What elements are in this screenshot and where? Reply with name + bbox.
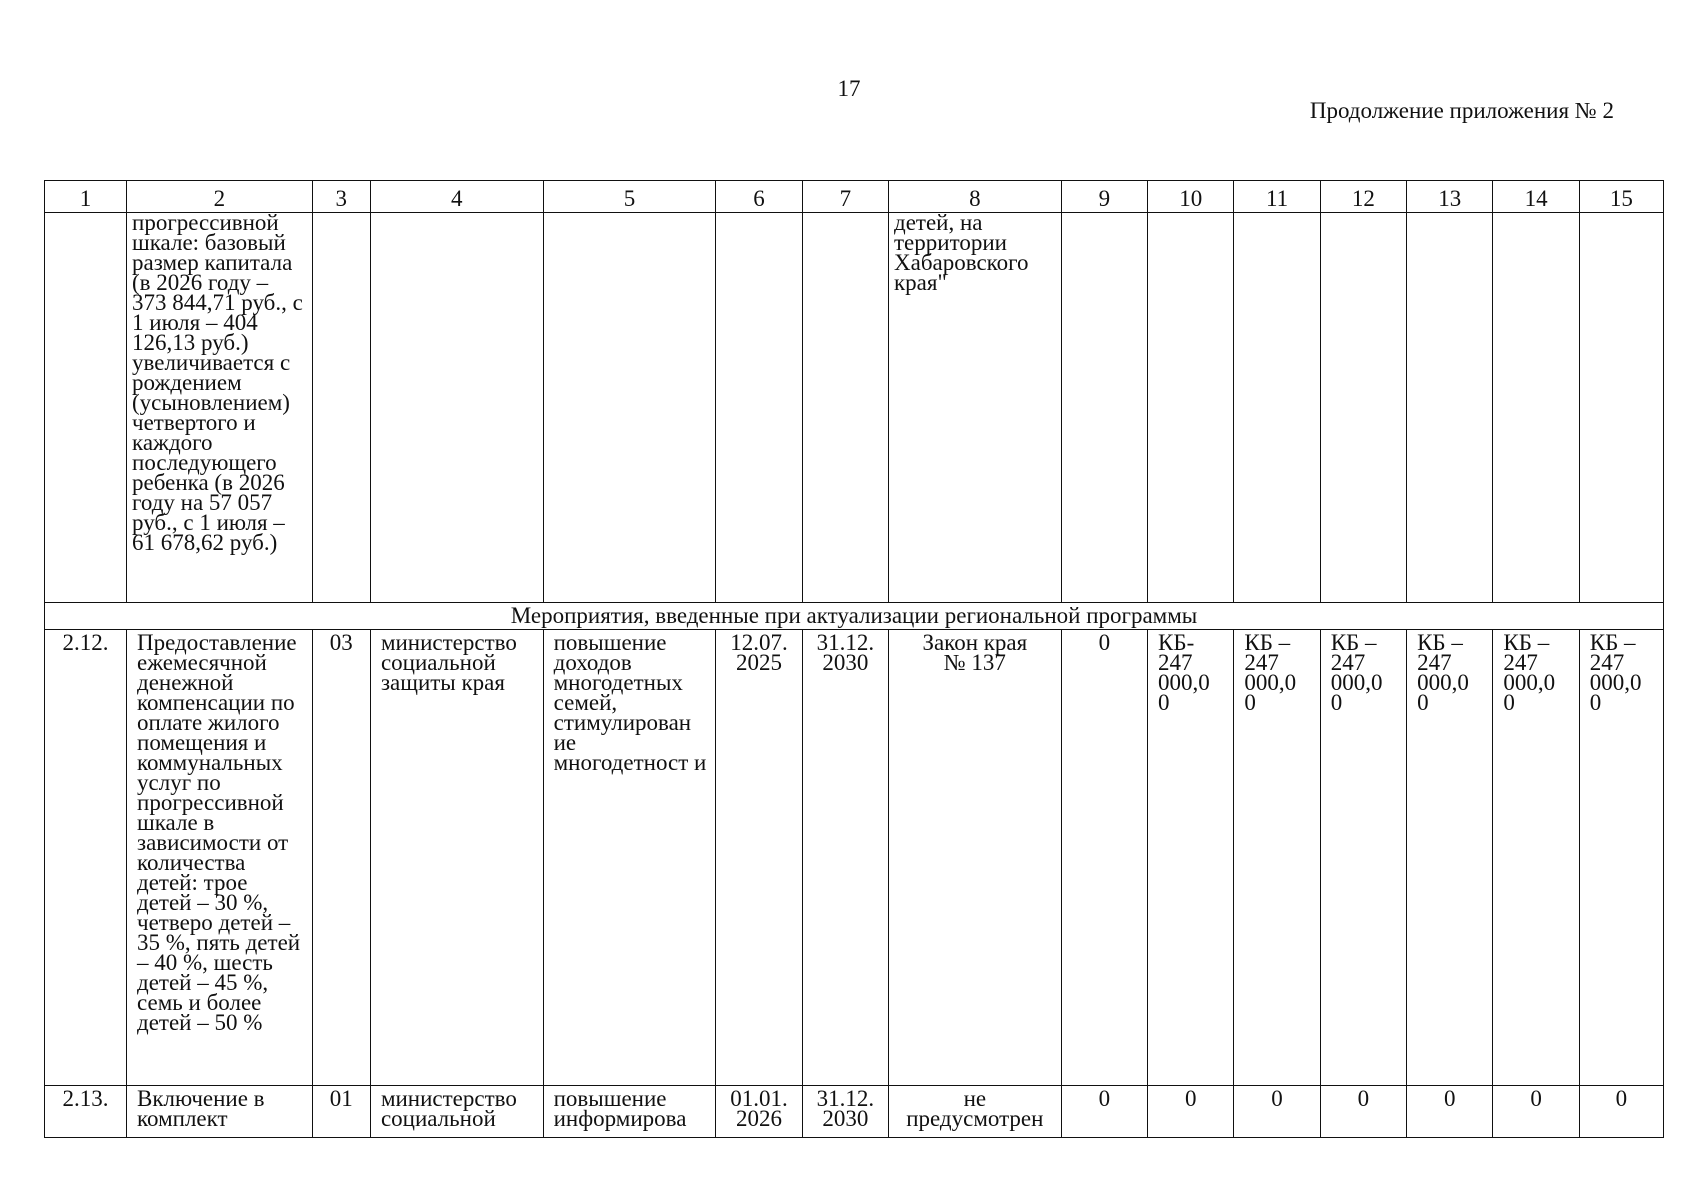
appendix-title: Продолжение приложения № 2 xyxy=(1309,98,1614,123)
column-header: 9 xyxy=(1061,181,1147,213)
column-header: 6 xyxy=(716,181,802,213)
column-header: 11 xyxy=(1234,181,1320,213)
value-cell: 0 xyxy=(1407,1086,1493,1138)
legal-basis: не предусмотрен xyxy=(889,1086,1062,1138)
column-header: 15 xyxy=(1579,181,1663,213)
value-cell: КБ – 247 000,0 0 xyxy=(1407,630,1493,1086)
column-header: 8 xyxy=(889,181,1062,213)
code: 03 xyxy=(312,630,370,1086)
table-cell xyxy=(370,213,543,603)
table-cell xyxy=(1493,213,1579,603)
column-header: 3 xyxy=(312,181,370,213)
table-cell xyxy=(716,213,802,603)
table-cell xyxy=(802,213,888,603)
table-cell xyxy=(45,213,127,603)
column-header: 5 xyxy=(543,181,716,213)
table-cell xyxy=(1407,213,1493,603)
value-cell: 0 xyxy=(1493,1086,1579,1138)
value-cell: 0 xyxy=(1320,1086,1406,1138)
section-title: Мероприятия, введенные при актуализации региональной программы xyxy=(45,603,1664,630)
measure-name: Включение в комплект xyxy=(127,1086,313,1138)
column-header: 14 xyxy=(1493,181,1579,213)
column-header: 2 xyxy=(127,181,313,213)
table-cell xyxy=(1148,213,1234,603)
table-cell xyxy=(543,213,716,603)
table-cell xyxy=(1061,213,1147,603)
measure-description: прогрессивной шкале: базовый размер капитала (в 2026 году – 373 844,71 руб., с 1 июля – 404 126,13 руб.) увеличивается с рождением (усыновлением) четвертого и каждого последующего ребенка (в 2026 году на 57 057 руб., с 1 июля – 61 678,62 руб.) xyxy=(127,213,313,603)
column-header: 1 xyxy=(45,181,127,213)
row-number: 2.13. xyxy=(45,1086,127,1138)
end-date: 31.12. 2030 xyxy=(802,630,888,1086)
column-header: 13 xyxy=(1407,181,1493,213)
expected-result: повышение информирова xyxy=(543,1086,716,1138)
column-header: 10 xyxy=(1148,181,1234,213)
column-number-row xyxy=(45,181,1664,213)
continuation-row xyxy=(45,213,1664,603)
expected-result: повышение доходов многодетных семей, стимулирован ие многодетност и xyxy=(543,630,716,1086)
value-cell: КБ – 247 000,0 0 xyxy=(1579,630,1663,1086)
table-cell xyxy=(312,213,370,603)
column-header: 12 xyxy=(1320,181,1406,213)
table-row xyxy=(45,630,1664,1086)
value-cell: КБ- 247 000,0 0 xyxy=(1148,630,1234,1086)
code: 01 xyxy=(312,1086,370,1138)
value-cell: 0 xyxy=(1061,630,1147,1086)
page-number: 17 xyxy=(837,76,861,101)
table-cell xyxy=(1234,213,1320,603)
measures-table xyxy=(44,180,1664,1138)
section-row xyxy=(45,603,1664,630)
executor: министерство социальной xyxy=(370,1086,543,1138)
measure-name: Предоставление ежемесячной денежной компенсации по оплате жилого помещения и коммунальных услуг по прогрессивной шкале в зависимости от количества детей: трое детей – 30 %, четверо детей – 35 %, пять детей – 40 %, шесть детей – 45 %, семь и более детей – 50 % xyxy=(127,630,313,1086)
value-cell: КБ – 247 000,0 0 xyxy=(1234,630,1320,1086)
column-header: 4 xyxy=(370,181,543,213)
value-cell: 0 xyxy=(1061,1086,1147,1138)
value-cell: 0 xyxy=(1234,1086,1320,1138)
value-cell: КБ – 247 000,0 0 xyxy=(1493,630,1579,1086)
value-cell: 0 xyxy=(1148,1086,1234,1138)
value-cell: 0 xyxy=(1579,1086,1663,1138)
legal-basis: Закон края № 137 xyxy=(889,630,1062,1086)
value-cell: КБ – 247 000,0 0 xyxy=(1320,630,1406,1086)
start-date: 01.01. 2026 xyxy=(716,1086,802,1138)
start-date: 12.07. 2025 xyxy=(716,630,802,1086)
table-row xyxy=(45,1086,1664,1138)
column-header: 7 xyxy=(802,181,888,213)
row-number: 2.12. xyxy=(45,630,127,1086)
end-date: 31.12. 2030 xyxy=(802,1086,888,1138)
legal-basis: детей, на территории Хабаровского края" xyxy=(889,213,1062,603)
executor: министерство социальной защиты края xyxy=(370,630,543,1086)
table-cell xyxy=(1320,213,1406,603)
table-cell xyxy=(1579,213,1663,603)
